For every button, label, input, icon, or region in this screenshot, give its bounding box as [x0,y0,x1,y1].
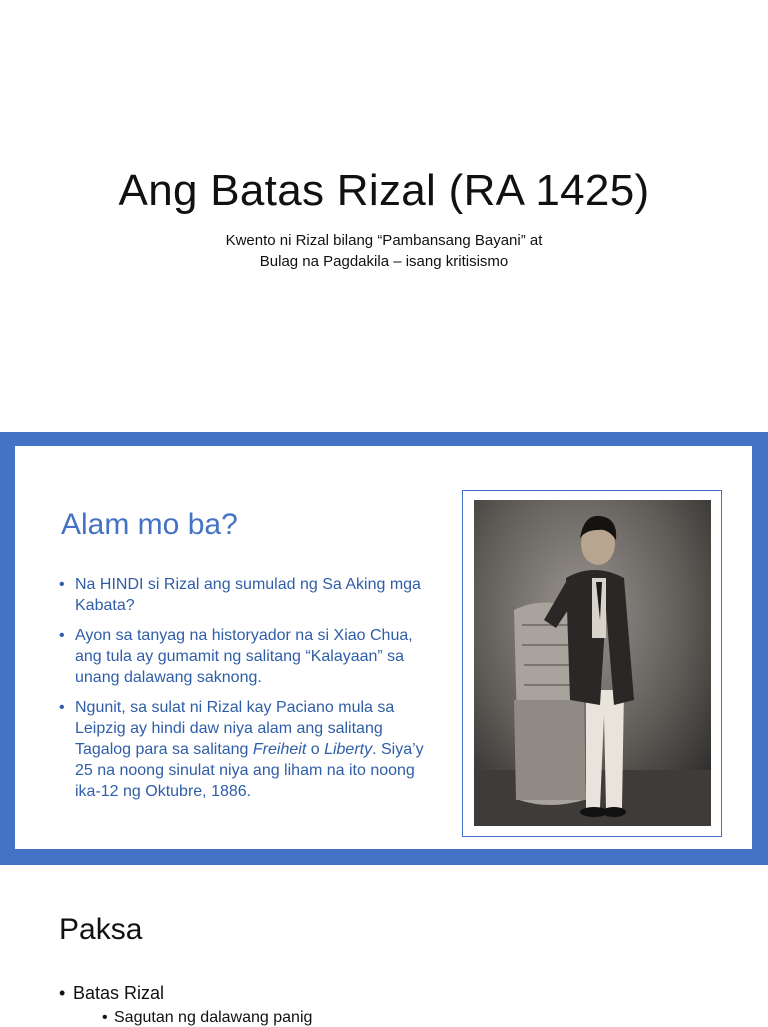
bullet-text: Ayon sa tanyag na historyador na si Xiao Chua, ang tula ay gumamit ng salitang “Kalayaan” sa unang dalawang saknong. [75,627,413,686]
rizal-portrait-photo [474,500,711,826]
list-item [59,981,164,1005]
subtitle-line-1: Kwento ni Rizal bilang “Pambansang Bayani” at [225,232,543,249]
subtitle-line-2: Bulag na Pagdakila – isang kritisismo [259,253,509,270]
bullet-text: Ngunit, sa sulat ni Rizal kay Paciano mula sa Leipzig ay hindi daw niya alam ang salitang Tagalog para sa salitang Freiheit o Liberty. Siya’y 25 na noong sinulat niya ang liham na ito noong ika-12 ng Oktubre, 1886. [75,699,424,800]
bullet-icon: • [59,699,65,716]
slide-content-panel [15,446,752,849]
section-title: Alam mo ba? [61,508,238,541]
photo-frame [462,490,722,837]
bullet-list [59,574,431,811]
bullet-icon: • [59,576,65,593]
sub-list-item [102,1009,312,1027]
topic-text: Batas Rizal [73,983,165,1003]
list-item [59,625,431,688]
slide-subtitle [0,230,768,272]
list-item [59,697,431,802]
section-title: Paksa [59,913,143,946]
bullet-text: Na HINDI si Rizal ang sumulad ng Sa Aking mga Kabata? [75,576,421,614]
paksa-slide [0,865,768,1024]
title-slide [0,0,768,432]
slide-title: Ang Batas Rizal (RA 1425) [118,166,650,215]
topic-list [59,981,164,1005]
bullet-icon: • [102,1009,108,1026]
bullet-icon: • [59,627,65,644]
bullet-icon: • [59,983,66,1003]
list-item [59,574,431,616]
sub-topic-text: Sagutan ng dalawang panig [114,1009,313,1026]
alam-mo-ba-slide [0,432,768,865]
